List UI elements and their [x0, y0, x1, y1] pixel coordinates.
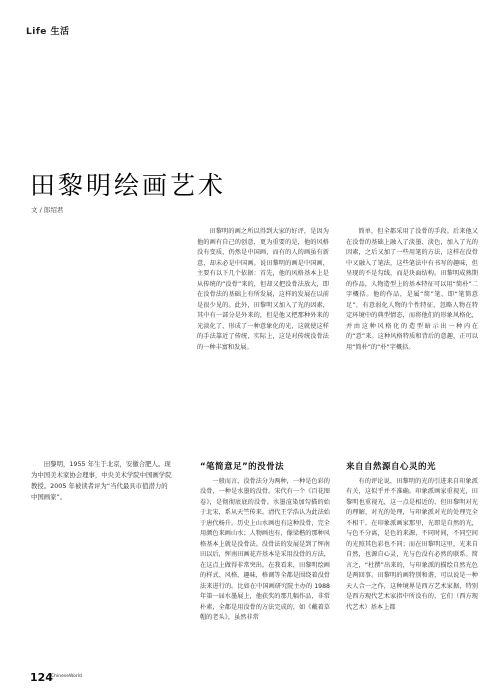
paragraph: 田黎明的画之所以得到大家的好评，是因为他的画有自己的创意，更为重要的是，他的风格没有变质，仍然是中国画，而有的人的画虽有新意，却未必是中国画。说田黎明的画是中国画，主要有以下几个依据：首先，他的风格基本上是从传统的“没骨”来的，但却又把没骨法放大，即在没骨法的基础上有所发展，这样的发展在以前是很少见的。此外，田黎明又加入了光的因素，其中有一部分是外来的，但是他又把那种外来的光淡化了，形成了一种意象化的光，这就使这样的手法靠近了传统，实际上，这是对传统没骨法的一种丰富和发展。: [197, 228, 329, 351]
section-heading: “笔简意足”的没骨法: [200, 462, 285, 472]
paragraph: 简单，但全都采用了没骨的手段。后来他又在没骨的基础上融入了淡墨、淡色，加入了光的因素，之后又加了一些用笔的方法，这样在没骨中又融入了笔法，这些笔法中有书写的趣味，但呈现的不是勾线，而是块面结构。田黎明成熟期的作品，人物造型上的基本特征可以用“简朴”二字概括。他的作品，是属“简”笔，即“笔简意足”，有意弱化人物的个性特征，忽略人物在特定环境中的典型情态，而将他们的形象风格化，并由这种风格化的造型暗示出一种内在的“意”来。这种风格特质和背后的意趣，正可以用“简朴”的“朴”字概括。: [346, 228, 478, 351]
byline: 文 / 郎绍君: [31, 206, 64, 214]
section-heading: 来自自然源自心灵的光: [346, 462, 437, 472]
article-title: 田黎明绘画艺术: [30, 171, 227, 200]
body-column-4: [346, 462, 478, 613]
body-column-2: [346, 227, 478, 353]
section-label: Life 生活: [26, 27, 70, 37]
magazine-brand: ChineseWorld: [51, 674, 82, 679]
page-number: 124: [30, 671, 53, 684]
body-column-1: [197, 227, 329, 353]
paragraph: 有的评论说，田黎明的光的引进来自印象派有关，这似乎并不准确。印象派画家重视光，田黎明也重视光，这一点是相近的，但田黎明对光的理解、对光的处理，与印象派对光的处理完全不相干。在印象派画家那里，光即是自然的光，与色不分离，是色的来源，不同时间，不同空间的光照其色彩也不同；而在田黎明这里，光来自自然，也源自心灵，光与色没有必然的联系。简言之，“杜撰”出来的，与印象派的描绘自然光色是两回事。田黎明的画特别和谐，可以说是一种天人合一之作，这种境界是西方艺术家据，特别是西方现代艺术家指中所没有的，它们（西方现代艺术）基本上都: [346, 477, 478, 611]
body-column-3: [200, 462, 330, 624]
bio-text: 田黎明，1955 年生于北京，安徽合肥人。现为中国美术家协会理事，中央美术学院中国画学院教授。2005 年被读者评为“当代最具市值潜力的中国画家”。: [31, 460, 172, 501]
author-bio: [31, 459, 174, 503]
paragraph: 一般而言，没骨法分为两种，一种是色彩的没骨，一种是水墨的没骨。宋代有一个《百花图卷》，是彻彻底底的没骨。水墨渲染加勾描的始于北宋，系从天竺传来。清代王学浩认为此法始于唐代杨升。历史上山水画也有这种没骨，完全用颜色来画山水；人物画也有，像梁楷的那种风格基本上就是没骨法。没骨法的发展是到了恽南田以后，恽南田画花卉基本是采用没骨的方法，在这点上做得非常突出。在我看来，田黎明绘画的样式、风格、趣味，格调等全都是围绕着没骨法来进行的。比如在中国画研究院主办的 1988 年第一届水墨展上，他获奖的那几幅作品，非常朴素，全都是用没骨的方法完成的，如《戴着草帽的老头》，虽然非常: [200, 477, 330, 621]
